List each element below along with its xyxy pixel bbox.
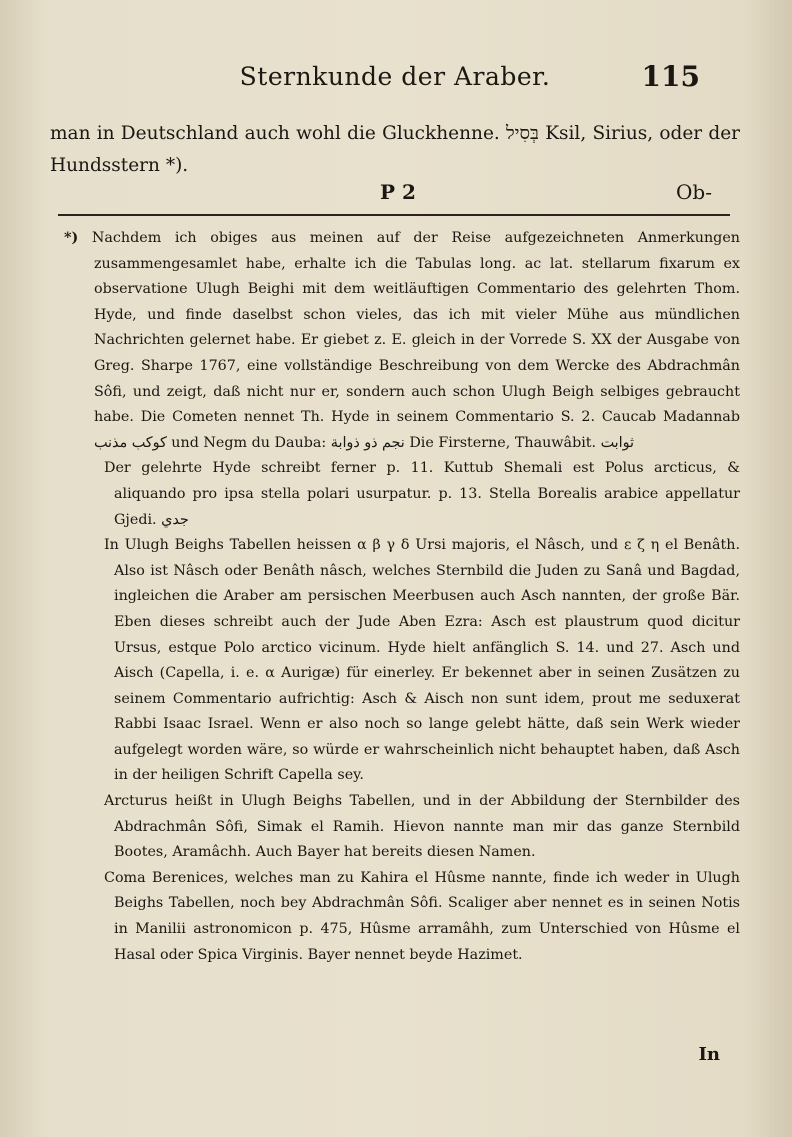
footnote-text: Der gelehrte Hyde schreibt ferner p. 11. Kuttub Shemali est Polus arcticus, & aliquando pro ipsa stella polari usurpatur. p. 13. Stella Borealis arabice appellatur Gjedi. جدي [104, 460, 740, 528]
footnote-text: Arcturus heißt in Ulugh Beighs Tabellen, und in der Abbildung der Sternbilder des Abdrachmân Sôfi, Simak el Ramih. Hievon nannte man mir das ganze Sternbild Bootes, Aramâchh. Auch Bayer hat bereits diesen Namen. [104, 793, 740, 861]
footnote-text: Coma Berenices, welches man zu Kahira el Hûsme nannte, finde ich weder in Ulugh Beighs Tabellen, noch bey Abdrachmân Sôfi. Scaliger aber nennet es in seinen Notis in Manilii astronomicon p. 475, Hûsme arramâhh, zum Unterschied von Hûsme el Hasal oder Spica Virginis. Bayer nennet beyde Hazimet. [104, 869, 740, 963]
footnote-paragraph [64, 789, 740, 866]
page-number: 115 [641, 60, 700, 93]
footnote-paragraph [64, 456, 740, 533]
footnote-marker: *) [64, 230, 79, 246]
signature-line [50, 180, 740, 212]
footnote-text: In Ulugh Beighs Tabellen heissen α β γ δ Ursi majoris, el Nâsch, und ε ζ η el Benâth. Also ist Nâsch oder Benâth nâsch, welches Sternbild die Juden zu Sanâ und Bagdad, ingleichen die Araber am persischen Meerbusen auch Asch nannten, der große Bär. Eben dieses schreibt auch der Jude Aben Ezra: Asch est plaustrum quod dicitur Ursus, estque Polo arctico vicinum. Hyde hielt anfänglich S. 14. und 27. Asch und Aisch (Capella, i. e. α Aurigæ) für einerley. Er bekennet aber in seinen Zusätzen zu seinem Commentario aufrichtig: Asch & Aisch non sunt idem, prout me seduxerat Rabbi Isaac Israel. Wenn er also noch so lange gelebt hätte, daß sein Werk wieder aufgelegt worden wäre, so würde er wahrscheinlich nicht behauptet haben, daß Asch in der heiligen Schrift Capella sey. [104, 537, 740, 784]
footnote-paragraph [64, 226, 740, 456]
footnote-paragraph [64, 533, 740, 789]
footnotes [64, 226, 740, 968]
bottom-catchword: In [698, 1044, 720, 1065]
main-text: man in Deutschland auch wohl die Gluckhenne. בְּסִיל Ksil, Sirius, oder der Hundsstern *). [50, 123, 740, 176]
catchword: Ob- [676, 180, 712, 204]
footnote-text: Nachdem ich obiges aus meinen auf der Reise aufgezeichneten Anmerkungen zusammengesamlet habe, erhalte ich die Tabulas long. ac lat. stellarum fixarum ex observatione Ulugh Beighi mit dem weitläuftigen Commentario des gelehrten Thom. Hyde, und finde daselbst schon vieles, das ich mit vieler Mühe aus mündlichen Nachrichten gelernet habe. Er giebet z. E. gleich in der Vorrede S. XX der Ausgabe von Greg. Sharpe 1767, eine vollständige Beschreibung von dem Wercke des Abdrachmân Sôfi, und zeigt, daß nicht nur er, sondern auch schon Ulugh Beigh selbiges gebraucht habe. Die Cometen nennet Th. Hyde in seinem Commentario S. 2. Caucab Madannab كوكب مذنب und Negm du Dauba: نجم ذو ذوابة Die Firsterne, Thauwâbit. ثوابت [91, 230, 740, 451]
running-head: Sternkunde der Araber. [239, 62, 551, 91]
footnote-rule [58, 214, 730, 216]
page-header [50, 60, 740, 100]
footnote-paragraph [64, 866, 740, 968]
signature-mark: P 2 [380, 180, 416, 204]
